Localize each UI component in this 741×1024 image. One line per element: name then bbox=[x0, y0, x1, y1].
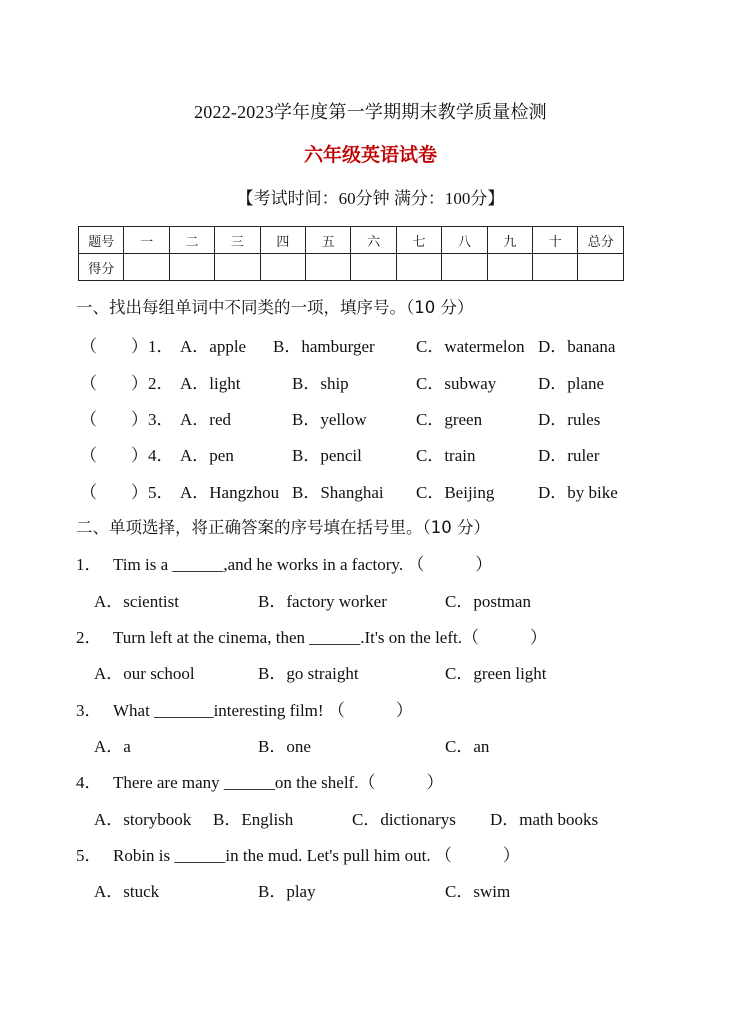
option-b: B．factory worker bbox=[258, 592, 387, 611]
option-c: C．train bbox=[416, 446, 476, 465]
score-header-cell: 二 bbox=[169, 227, 214, 254]
score-header-cell: 一 bbox=[124, 227, 169, 254]
option-b: B．Shanghai bbox=[292, 483, 384, 502]
option-d: D．by bike bbox=[538, 483, 618, 502]
exam-subtitle: 六年级英语试卷 bbox=[303, 145, 437, 166]
option-b: B．play bbox=[258, 882, 316, 901]
score-header-cell: 十 bbox=[533, 227, 578, 254]
question-text: Tim is a ______,and he works in a factory. （ ） bbox=[113, 555, 493, 574]
option-c: C．green bbox=[416, 410, 483, 429]
score-header-cell: 总分 bbox=[578, 227, 624, 254]
option-b: B．pencil bbox=[292, 446, 362, 465]
option-b: B．one bbox=[258, 737, 311, 756]
exam-info: 【考试时间：60分钟 满分：100分】 bbox=[236, 189, 505, 208]
score-cell[interactable] bbox=[442, 254, 487, 281]
option-a: A．stuck bbox=[94, 882, 160, 901]
section1-heading: 一、找出每组单词中不同类的一项，填序号。（10 分） bbox=[76, 298, 474, 317]
exam-title: 2022-2023学年度第一学期期末教学质量检测 bbox=[194, 102, 547, 122]
option-d: D．math books bbox=[490, 810, 599, 829]
item-number[interactable]: （ ）1． bbox=[80, 337, 174, 356]
score-table-score-row bbox=[79, 254, 624, 281]
option-c: C．watermelon bbox=[416, 337, 525, 356]
score-header-cell: 题号 bbox=[79, 227, 124, 254]
question-number: 2． bbox=[76, 628, 102, 647]
question-text: There are many ______on the shelf.（ ） bbox=[113, 773, 444, 792]
option-c: C．postman bbox=[445, 592, 531, 611]
option-a: A．apple bbox=[180, 337, 247, 356]
option-d: D．banana bbox=[538, 337, 616, 356]
score-header-cell: 七 bbox=[396, 227, 441, 254]
option-b: B．go straight bbox=[258, 664, 359, 683]
option-b: B．yellow bbox=[292, 410, 367, 429]
option-a: A．pen bbox=[180, 446, 234, 465]
option-c: C．Beijing bbox=[416, 483, 495, 502]
option-a: A．red bbox=[180, 410, 231, 429]
score-cell[interactable] bbox=[578, 254, 624, 281]
option-d: D．plane bbox=[538, 374, 605, 393]
score-cell[interactable] bbox=[215, 254, 260, 281]
option-d: D．ruler bbox=[538, 446, 600, 465]
score-header-cell: 六 bbox=[351, 227, 396, 254]
item-number[interactable]: （ ）4． bbox=[80, 446, 174, 465]
option-b: B．ship bbox=[292, 374, 349, 393]
question-text: What _______interesting film! （ ） bbox=[113, 701, 413, 720]
score-row-label: 得分 bbox=[79, 254, 124, 281]
option-b: B．English bbox=[213, 810, 294, 829]
score-cell[interactable] bbox=[396, 254, 441, 281]
question-number: 3． bbox=[76, 701, 102, 720]
option-c: C．subway bbox=[416, 374, 497, 393]
option-c: C．swim bbox=[445, 882, 511, 901]
score-cell[interactable] bbox=[351, 254, 396, 281]
score-header-cell: 三 bbox=[215, 227, 260, 254]
item-number[interactable]: （ ）3． bbox=[80, 410, 174, 429]
option-c: C．an bbox=[445, 737, 490, 756]
question-number: 4． bbox=[76, 773, 102, 792]
score-table-header-row bbox=[79, 227, 624, 254]
question-text: Turn left at the cinema, then ______.It's on the left.（ ） bbox=[113, 628, 547, 647]
item-number[interactable]: （ ）2． bbox=[80, 374, 174, 393]
score-header-cell: 五 bbox=[306, 227, 351, 254]
option-a: A．scientist bbox=[94, 592, 179, 611]
score-header-cell: 九 bbox=[487, 227, 532, 254]
score-header-cell: 八 bbox=[442, 227, 487, 254]
score-table bbox=[78, 226, 624, 281]
score-cell[interactable] bbox=[260, 254, 305, 281]
score-cell[interactable] bbox=[533, 254, 578, 281]
score-cell[interactable] bbox=[487, 254, 532, 281]
option-d: D．rules bbox=[538, 410, 601, 429]
question-text: Robin is ______in the mud. Let's pull him out. （ ） bbox=[113, 846, 520, 865]
option-a: A．our school bbox=[94, 664, 195, 683]
option-a: A．storybook bbox=[94, 810, 192, 829]
item-number[interactable]: （ ）5． bbox=[80, 483, 174, 502]
option-c: C．dictionarys bbox=[352, 810, 456, 829]
option-a: A．Hangzhou bbox=[180, 483, 280, 502]
option-a: A．light bbox=[180, 374, 241, 393]
score-header-cell: 四 bbox=[260, 227, 305, 254]
question-number: 1． bbox=[76, 555, 102, 574]
option-c: C．green light bbox=[445, 664, 547, 683]
section2-heading: 二、单项选择，将正确答案的序号填在括号里。（10 分） bbox=[76, 518, 490, 537]
option-b: B．hamburger bbox=[273, 337, 375, 356]
score-cell[interactable] bbox=[169, 254, 214, 281]
score-cell[interactable] bbox=[124, 254, 169, 281]
score-cell[interactable] bbox=[306, 254, 351, 281]
option-a: A．a bbox=[94, 737, 131, 756]
question-number: 5． bbox=[76, 846, 102, 865]
